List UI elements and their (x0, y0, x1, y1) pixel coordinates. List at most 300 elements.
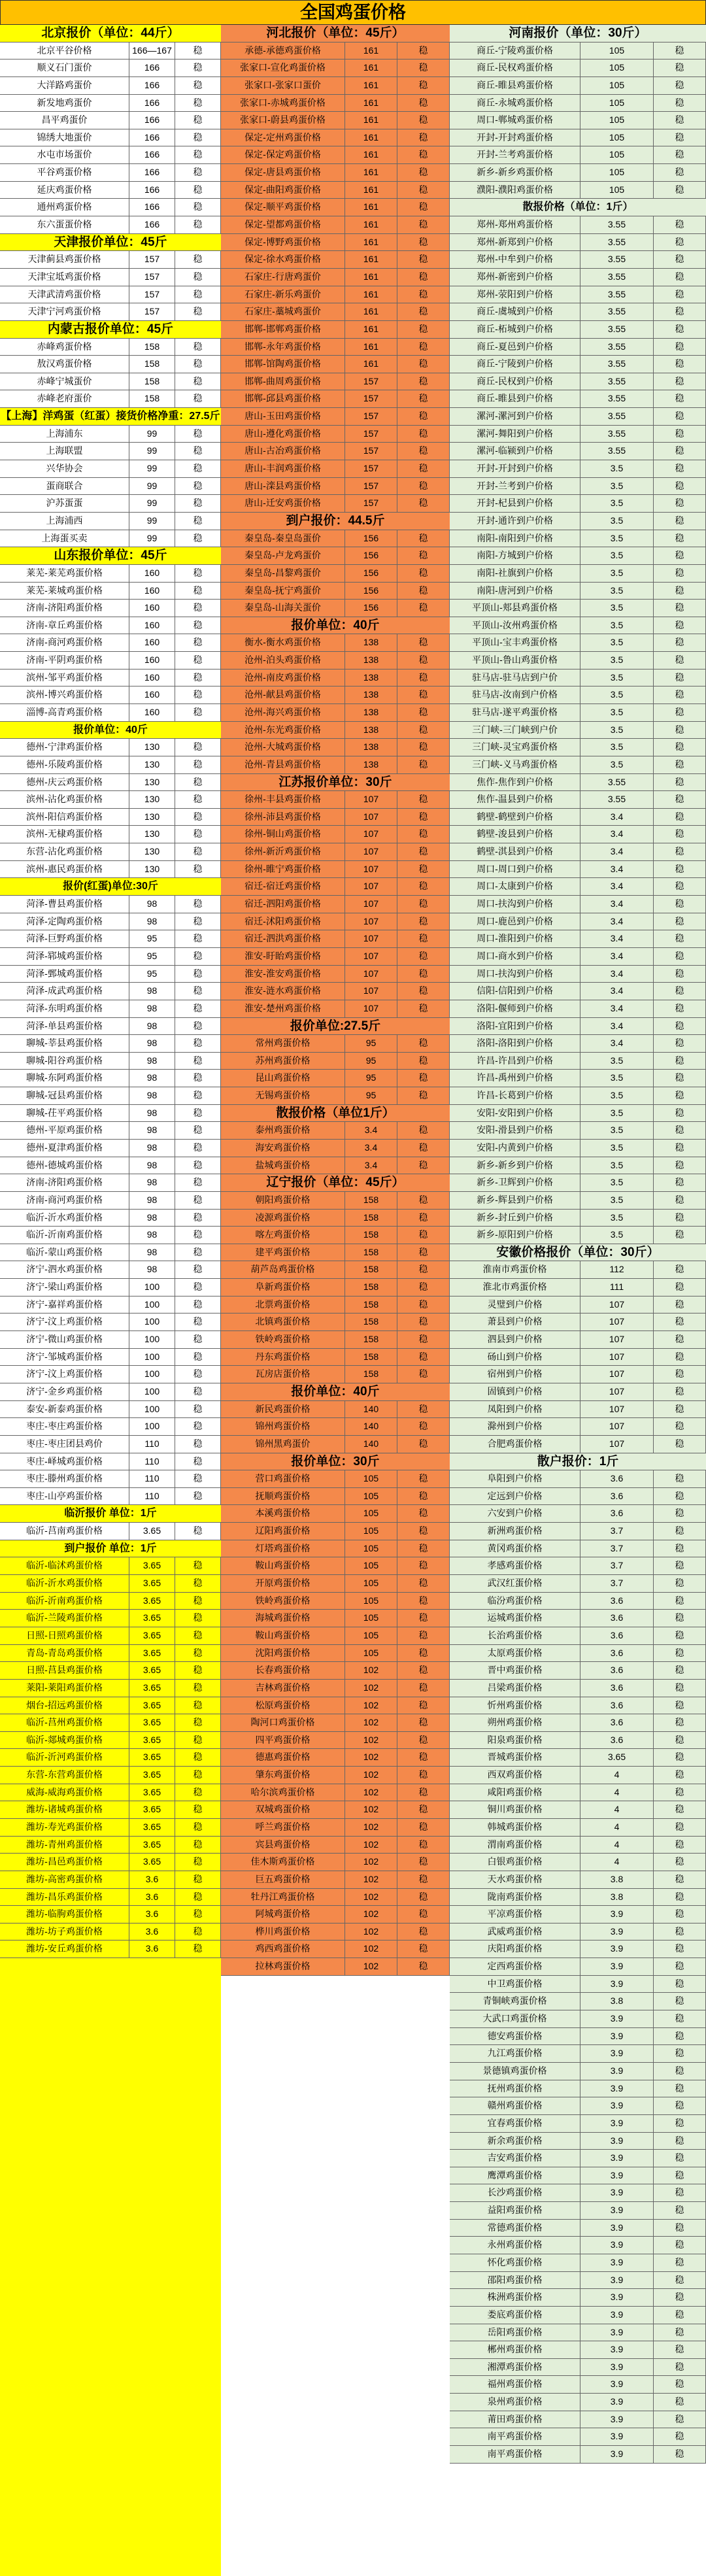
price-value: 99 (129, 426, 175, 443)
table-row (450, 1714, 706, 1732)
trend-status: 稳 (654, 739, 706, 756)
trend-status: 稳 (654, 983, 706, 1000)
location-name: 敖汉鸡蛋价格 (0, 356, 129, 373)
location-name: 南阳-南阳到户价格 (450, 530, 580, 547)
location-name: 济南-济阳鸡蛋价格 (0, 1174, 129, 1191)
location-name: 石家庄-行唐鸡蛋价 (221, 269, 345, 286)
table-row (0, 1087, 221, 1105)
page-title: 全国鸡蛋价格 (0, 0, 706, 25)
trend-status: 稳 (654, 59, 706, 76)
location-name: 北镇鸡蛋价格 (221, 1313, 345, 1330)
location-name: 济南-章丘鸡蛋价格 (0, 617, 129, 634)
price-value: 138 (345, 704, 397, 721)
trend-status: 稳 (654, 2411, 706, 2428)
table-row (0, 669, 221, 687)
location-name: 德州-平原鸡蛋价格 (0, 1122, 129, 1139)
price-value: 138 (345, 739, 397, 756)
location-name: 潍坊-寿光鸡蛋价格 (0, 1819, 129, 1836)
location-name: 宿迁-泗阳鸡蛋价格 (221, 896, 345, 913)
location-name: 凤阳到户价格 (450, 1401, 580, 1418)
table-row (0, 199, 221, 216)
location-name: 张家口-宣化鸡蛋价格 (221, 59, 345, 76)
trend-status: 稳 (397, 652, 450, 669)
trend-status: 稳 (397, 669, 450, 686)
trend-status: 稳 (654, 1296, 706, 1313)
price-value: 160 (129, 669, 175, 686)
table-row (221, 791, 450, 809)
location-name: 枣庄-山亭鸡蛋价格 (0, 1488, 129, 1505)
table-row (0, 966, 221, 983)
location-name: 西双鸡蛋价格 (450, 1767, 580, 1784)
section-header: 安徽价格报价（单位：30斤） (450, 1244, 706, 1262)
price-value: 105 (345, 1505, 397, 1522)
price-value: 4 (580, 1854, 654, 1871)
section-header: 报价单位：40斤 (221, 617, 450, 635)
trend-status: 稳 (654, 2376, 706, 2393)
trend-status: 稳 (654, 809, 706, 826)
trend-status: 稳 (654, 1070, 706, 1087)
trend-status: 稳 (397, 112, 450, 129)
price-value: 161 (345, 321, 397, 338)
table-row (221, 1557, 450, 1575)
price-value: 102 (345, 1854, 397, 1871)
table-row (0, 42, 221, 60)
table-row (0, 1035, 221, 1053)
table-row (0, 1714, 221, 1732)
price-value: 3.9 (580, 2220, 654, 2237)
table-row (450, 1436, 706, 1453)
location-name: 赤峰老府蛋价 (0, 390, 129, 407)
table-row (450, 1035, 706, 1053)
trend-status: 稳 (175, 1192, 221, 1209)
table-row (221, 42, 450, 60)
trend-status: 稳 (175, 1122, 221, 1139)
price-value: 3.65 (129, 1557, 175, 1574)
table-row (221, 1732, 450, 1750)
price-value: 161 (345, 356, 397, 373)
price-value: 157 (345, 495, 397, 512)
table-row (450, 1801, 706, 1819)
trend-status: 稳 (397, 1035, 450, 1052)
location-name: 临汾鸡蛋价格 (450, 1593, 580, 1610)
price-value: 3.5 (580, 1227, 654, 1244)
trend-status: 稳 (654, 1157, 706, 1174)
trend-status: 稳 (397, 1801, 450, 1818)
price-value: 157 (345, 426, 397, 443)
trend-status: 稳 (175, 826, 221, 843)
table-row (221, 930, 450, 948)
location-name: 承德-承德鸡蛋价格 (221, 42, 345, 59)
table-row (450, 1070, 706, 1087)
price-value: 110 (129, 1436, 175, 1453)
price-value: 3.55 (580, 373, 654, 390)
price-value: 98 (129, 1105, 175, 1122)
table-row (450, 843, 706, 861)
location-name: 张家口-张家口蛋价 (221, 77, 345, 94)
location-name: 周口-太康到户价格 (450, 878, 580, 895)
table-row (450, 1645, 706, 1663)
trend-status: 稳 (654, 1523, 706, 1540)
table-row (221, 1801, 450, 1819)
price-value: 161 (345, 95, 397, 112)
trend-status: 稳 (175, 286, 221, 303)
table-row (450, 1993, 706, 2010)
trend-status: 稳 (175, 843, 221, 860)
table-row (450, 930, 706, 948)
trend-status: 稳 (397, 1940, 450, 1957)
table-row (0, 373, 221, 391)
trend-status: 稳 (175, 1244, 221, 1261)
section-header: 到户报价：44.5斤 (221, 513, 450, 530)
price-value: 3.5 (580, 1087, 654, 1104)
price-value: 166 (129, 77, 175, 94)
price-value: 3.8 (580, 1871, 654, 1888)
location-name: 平顶山-鲁山鸡蛋价格 (450, 652, 580, 669)
location-name: 葫芦岛鸡蛋价格 (221, 1261, 345, 1278)
trend-status: 稳 (654, 1767, 706, 1784)
table-row (0, 1645, 221, 1663)
table-row (221, 1505, 450, 1523)
trend-status: 稳 (175, 1871, 221, 1888)
price-value: 105 (580, 95, 654, 112)
trend-status: 稳 (654, 1349, 706, 1366)
table-row (450, 1593, 706, 1610)
trend-status: 稳 (175, 1053, 221, 1070)
price-value: 98 (129, 1122, 175, 1139)
location-name: 三门峡-三门峡到户价 (450, 722, 580, 739)
location-name: 朝阳鸡蛋价格 (221, 1192, 345, 1209)
price-value: 3.4 (580, 878, 654, 895)
trend-status: 稳 (654, 2428, 706, 2445)
trend-status: 稳 (175, 1680, 221, 1697)
table-row (450, 1331, 706, 1349)
trend-status: 稳 (175, 583, 221, 600)
trend-status: 稳 (175, 1453, 221, 1470)
table-row (450, 2272, 706, 2290)
table-row (0, 339, 221, 356)
trend-status: 稳 (654, 1470, 706, 1487)
table-row (450, 2184, 706, 2202)
trend-status: 稳 (654, 286, 706, 303)
price-value: 3.9 (580, 2045, 654, 2062)
trend-status: 稳 (397, 321, 450, 338)
price-value: 98 (129, 1261, 175, 1278)
trend-status: 稳 (654, 146, 706, 163)
trend-status: 稳 (654, 408, 706, 425)
location-name: 枣庄-枣庄团县鸡价 (0, 1436, 129, 1453)
location-name: 邯郸-馆陶鸡蛋价格 (221, 356, 345, 373)
trend-status: 稳 (654, 426, 706, 443)
table-row (221, 321, 450, 339)
location-name: 开封-开封到户价格 (450, 460, 580, 477)
price-value: 140 (345, 1401, 397, 1418)
trend-status: 稳 (175, 373, 221, 390)
trend-status: 稳 (654, 1174, 706, 1191)
table-row (221, 1889, 450, 1907)
table-row (221, 686, 450, 704)
price-value: 3.6 (129, 1940, 175, 1957)
location-name: 临沂-沂南鸡蛋价格 (0, 1593, 129, 1610)
table-row (450, 1349, 706, 1366)
table-row (221, 1697, 450, 1715)
table-row (450, 2411, 706, 2429)
location-name: 保定-保定鸡蛋价格 (221, 146, 345, 163)
price-value: 161 (345, 164, 397, 181)
trend-status: 稳 (397, 1470, 450, 1487)
table-row (0, 1053, 221, 1070)
table-row (0, 1697, 221, 1715)
table-row (0, 1105, 221, 1123)
location-name: 唐山-滦县鸡蛋价格 (221, 478, 345, 495)
price-value: 161 (345, 234, 397, 251)
table-row (0, 1767, 221, 1784)
table-row (0, 1210, 221, 1227)
price-value: 3.6 (580, 1645, 654, 1662)
table-row (0, 1837, 221, 1854)
price-value: 3.7 (580, 1557, 654, 1574)
location-name: 益阳鸡蛋价格 (450, 2202, 580, 2219)
price-value: 161 (345, 182, 397, 199)
location-name: 保定-顺平鸡蛋价格 (221, 199, 345, 216)
location-name: 咸阳鸡蛋价格 (450, 1784, 580, 1801)
table-row (221, 634, 450, 652)
location-name: 莱阳-莱阳鸡蛋价格 (0, 1680, 129, 1697)
price-value: 3.5 (580, 1174, 654, 1191)
table-row (0, 182, 221, 199)
table-row (450, 2307, 706, 2324)
price-value: 3.4 (345, 1122, 397, 1139)
location-name: 徐州-铜山鸡蛋价格 (221, 826, 345, 843)
price-value: 3.4 (580, 896, 654, 913)
price-value: 102 (345, 1697, 397, 1714)
table-row (450, 2133, 706, 2150)
table-row (0, 286, 221, 304)
trend-status: 稳 (654, 1976, 706, 1993)
location-name: 鹤壁-浚县到户价格 (450, 826, 580, 843)
price-value: 161 (345, 199, 397, 216)
table-row (0, 1157, 221, 1175)
location-name: 驻马店-汝南到户价格 (450, 686, 580, 703)
location-name: 临沂-兰陵鸡蛋价格 (0, 1610, 129, 1627)
location-name: 昆山鸡蛋价格 (221, 1070, 345, 1087)
price-value: 3.9 (580, 2010, 654, 2027)
price-value: 3.5 (580, 460, 654, 477)
table-row (450, 826, 706, 843)
location-name: 保定-徐水鸡蛋价格 (221, 251, 345, 268)
table-row (221, 199, 450, 216)
trend-status: 稳 (175, 756, 221, 773)
table-row (0, 826, 221, 843)
location-name: 烟台-招远鸡蛋价格 (0, 1697, 129, 1714)
location-name: 沪苏蛋蛋 (0, 495, 129, 512)
trend-status: 稳 (397, 1854, 450, 1871)
table-row (0, 1192, 221, 1210)
trend-status: 稳 (397, 146, 450, 163)
table-row (0, 513, 221, 530)
price-value: 105 (580, 59, 654, 76)
trend-status: 稳 (175, 669, 221, 686)
location-name: 周口-淮阳到户价格 (450, 930, 580, 947)
price-value: 3.9 (580, 2063, 654, 2080)
location-name: 常州鸡蛋价格 (221, 1035, 345, 1052)
price-value: 107 (580, 1383, 654, 1400)
price-value: 3.6 (129, 1871, 175, 1888)
trend-status: 稳 (397, 896, 450, 913)
location-name: 长治鸡蛋价格 (450, 1627, 580, 1644)
price-value: 3.5 (580, 1053, 654, 1070)
location-name: 临沂-临沭鸡蛋价格 (0, 1557, 129, 1574)
trend-status: 稳 (654, 1313, 706, 1330)
location-name: 巨五鸡蛋价格 (221, 1871, 345, 1888)
table-row (450, 1732, 706, 1750)
table-row (0, 774, 221, 792)
location-name: 长沙鸡蛋价格 (450, 2184, 580, 2201)
trend-status: 稳 (175, 1436, 221, 1453)
price-value: 3.9 (580, 1906, 654, 1923)
section-header: 内蒙古报价单位：45斤 (0, 321, 221, 339)
location-name: 商丘-民权到户价格 (450, 373, 580, 390)
location-name: 菏泽-定陶鸡蛋价格 (0, 913, 129, 930)
table-row (221, 1523, 450, 1540)
table-row (221, 1540, 450, 1558)
table-row (450, 2359, 706, 2377)
trend-status: 稳 (654, 2080, 706, 2097)
trend-status: 稳 (654, 1610, 706, 1627)
location-name: 松原鸡蛋价格 (221, 1697, 345, 1714)
trend-status: 稳 (175, 1140, 221, 1157)
location-name: 湘潭鸡蛋价格 (450, 2359, 580, 2376)
table-row (0, 1018, 221, 1036)
price-value: 4 (580, 1767, 654, 1784)
location-name: 泉州鸡蛋价格 (450, 2394, 580, 2411)
table-row (450, 2202, 706, 2220)
trend-status: 稳 (175, 774, 221, 791)
price-value: 161 (345, 303, 397, 320)
table-row (450, 303, 706, 321)
price-value: 157 (345, 443, 397, 460)
location-name: 菏泽-东明鸡蛋价格 (0, 1000, 129, 1017)
price-value: 3.9 (580, 2115, 654, 2132)
location-name: 漯河-临颍到户价格 (450, 443, 580, 460)
location-name: 保定-唐县鸡蛋价格 (221, 164, 345, 181)
table-row (221, 1366, 450, 1383)
location-name: 无锡鸡蛋价格 (221, 1087, 345, 1104)
trend-status: 稳 (654, 1122, 706, 1139)
location-name: 潍坊-诸城鸡蛋价格 (0, 1801, 129, 1818)
price-value: 107 (345, 843, 397, 860)
trend-status: 稳 (397, 1749, 450, 1766)
price-value: 105 (345, 1593, 397, 1610)
table-row (450, 2045, 706, 2063)
location-name: 韩城鸡蛋价格 (450, 1819, 580, 1836)
location-name: 锦州黑鸡蛋价 (221, 1436, 345, 1453)
price-value: 3.5 (580, 669, 654, 686)
trend-status: 稳 (654, 234, 706, 251)
location-name: 临沂-蒙山鸡蛋价格 (0, 1244, 129, 1261)
location-name: 开封-兰考到户价格 (450, 478, 580, 495)
table-row (0, 1313, 221, 1331)
price-value: 98 (129, 1174, 175, 1191)
trend-status: 稳 (175, 1940, 221, 1957)
trend-status: 稳 (175, 1906, 221, 1923)
price-value: 107 (580, 1313, 654, 1330)
trend-status: 稳 (654, 2010, 706, 2027)
table-row (450, 583, 706, 600)
trend-status: 稳 (654, 129, 706, 146)
trend-status: 稳 (654, 2359, 706, 2376)
price-value: 160 (129, 617, 175, 634)
location-name: 铜川鸡蛋价格 (450, 1801, 580, 1818)
table-row (0, 1000, 221, 1018)
price-value: 157 (345, 478, 397, 495)
table-row (450, 234, 706, 252)
location-name: 黄冈鸡蛋价格 (450, 1540, 580, 1557)
trend-status: 稳 (397, 1192, 450, 1209)
trend-status: 稳 (397, 1244, 450, 1261)
table-row (450, 1261, 706, 1279)
trend-status: 稳 (397, 1261, 450, 1278)
trend-status: 稳 (654, 2150, 706, 2167)
table-row (450, 77, 706, 95)
location-name: 济宁-泗水鸡蛋价格 (0, 1261, 129, 1278)
location-name: 三门峡-义马鸡蛋价格 (450, 756, 580, 773)
table-row (0, 1854, 221, 1871)
price-value: 3.9 (580, 2237, 654, 2254)
price-value: 3.65 (129, 1523, 175, 1540)
price-value: 3.5 (580, 1070, 654, 1087)
trend-status: 稳 (654, 95, 706, 112)
price-value: 140 (345, 1436, 397, 1453)
trend-status: 稳 (654, 913, 706, 930)
price-value: 3.5 (580, 756, 654, 773)
location-name: 临沂-莒州鸡蛋价格 (0, 1714, 129, 1731)
table-row (221, 878, 450, 896)
trend-status: 稳 (397, 809, 450, 826)
trend-status: 稳 (397, 1488, 450, 1505)
table-row (221, 251, 450, 269)
price-value: 99 (129, 495, 175, 512)
table-row (450, 791, 706, 809)
location-name: 丹东鸡蛋价格 (221, 1349, 345, 1366)
price-value: 3.4 (345, 1140, 397, 1157)
table-row (0, 530, 221, 548)
location-name: 开封-通许到户价格 (450, 513, 580, 530)
table-row (450, 1767, 706, 1784)
trend-status: 稳 (654, 1227, 706, 1244)
price-value: 161 (345, 251, 397, 268)
trend-status: 稳 (175, 1383, 221, 1400)
trend-status: 稳 (654, 1436, 706, 1453)
table-row (0, 1801, 221, 1819)
table-row (221, 756, 450, 774)
price-value: 160 (129, 565, 175, 582)
trend-status: 稳 (175, 1837, 221, 1854)
price-value: 102 (345, 1662, 397, 1679)
location-name: 潍坊-安丘鸡蛋价格 (0, 1940, 129, 1957)
trend-status: 稳 (397, 547, 450, 564)
location-name: 日照-莒县鸡蛋价格 (0, 1662, 129, 1679)
table-row (450, 1889, 706, 1907)
trend-status: 稳 (654, 652, 706, 669)
trend-status: 稳 (175, 930, 221, 947)
price-value: 158 (129, 356, 175, 373)
location-name: 铁岭鸡蛋价格 (221, 1593, 345, 1610)
location-name: 聊城-茌平鸡蛋价格 (0, 1105, 129, 1122)
price-value: 3.6 (580, 1505, 654, 1522)
trend-status: 稳 (397, 1296, 450, 1313)
price-value: 98 (129, 913, 175, 930)
location-name: 淮南市鸡蛋价格 (450, 1261, 580, 1278)
